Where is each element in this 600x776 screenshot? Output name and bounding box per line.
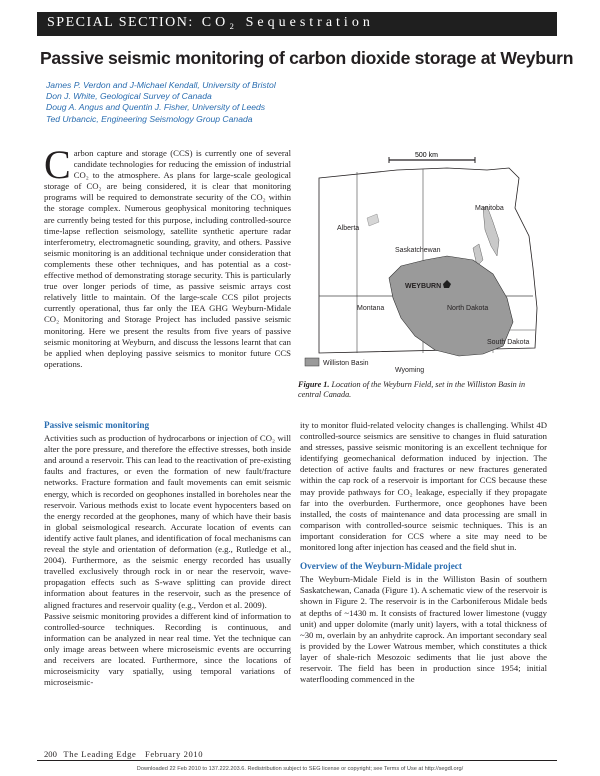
scale-bar-label: 500 km <box>415 152 438 159</box>
label-alberta: Alberta <box>337 225 360 232</box>
body-paragraph: Passive seismic monitoring provides a different kind of information to controlled-source techniques. Recording is continuous, and information can be analyzed in near real time. Yet the technique can only image areas between where microseismic events are occurring and receivers are located. Furthermore, since the locations of microseismicity vary spatially, using temporal variations of microseismic- <box>44 610 291 688</box>
page-footer <box>44 749 203 759</box>
intro-text: arbon capture and storage (CCS) is currently one of several candidate technologies for reducing the emission of industrial CO₂ to the atmosphere. As plans for large-scale geological storage of CO₂ are being considered, it is clear that monitoring programs will be required to demonstrate security of the CO₂ within the storage complex. Numerous geophysical monitoring techniques are currently being tested for this purpose, including controlled-source time-lapse reflection seismology, satellite synthetic aperture radar interferometry, electromagnetic sounding, gravity, and others. Passive seismic monitoring is an additional technique under consideration that complements these other techniques, and has potential as a cost-effective method of demonstrating storage security. This is particularly true over longer periods of time, as passive seismic arrays cost relatively little to maintain. Of the large-scale CCS pilot projects currently operational, thus far only the IEA GHG Weyburn-Midale CO₂ Monitoring and Storage Project has included passive seismic monitoring. Here we present the results from five years of passive seismic monitoring at Weyburn, and discuss the lessons learnt that can be applied when deploying passive seismics to monitor future CCS operations. <box>44 148 291 369</box>
section-heading: Passive seismic monitoring <box>44 420 150 430</box>
author-line: Doug A. Angus and Quentin J. Fisher, University of Leeds <box>46 102 266 113</box>
page-number: 200 <box>44 749 57 759</box>
right-column-text <box>300 420 547 685</box>
legend-swatch <box>305 358 319 366</box>
figure-1-map <box>297 148 549 376</box>
body-paragraph: ity to monitor fluid-related velocity changes is challenging. Whilst 4D controlled-source seismics are sensitive to changes in fluid saturation and stresses, passive seismic monitoring is an excellent technique for identifying geomechanical deformation induced by injection. The detection of active faults and fractures or new fractures generated within the cap rock of a reservoir is important for CCS because these may provide pathways for CO₂ leakage, especially if they propagate far into the overburden. Furthermore, once geophones have been installed, the costs of maintenance and data processing are small in comparison with controlled-source seismic techniques. This is an important consideration for CCS where a site may need to be monitored long after injection has ceased and the field shut in. <box>300 420 547 553</box>
caption-label: Figure 1. <box>298 380 330 389</box>
article-title: Passive seismic monitoring of carbon dioxide storage at Weyburn <box>40 48 574 68</box>
caption-text: Location of the Weyburn Field, set in the Williston Basin in central Canada. <box>298 380 526 400</box>
body-paragraph: Activities such as production of hydrocarbons or injection of CO₂ will alter the pore pressure, and therefore the effective stresses, both inside and around a reservoir. This can lead to the reactivation of pre-existing faults and fractures, or even the formation of new fault/fracture networks. Fracture formation and fault movements can emit seismic energy, which is recorded on geophones installed in boreholes near the reservoir. Various methods exist to locate event hypocenters based on the energy recorded at the geophones, many of which have their basis in global seismological research. Accurate location of events can identify active fault planes, and identification of focal mechanisms can reveal the style and orientation of deformation (e.g., Rutledge et al., 2004). Furthermore, as the seismic energy recorded has usually travelled exclusively through rock in or near the reservoir, wave-propagation effects such as S-wave splitting can provide direct information about features in the reservoir, such as the presence of aligned fractures and reservoir quality (e.g., Verdon et al. 2009). <box>44 433 291 610</box>
label-north-dakota-1: North Dakota <box>447 305 489 312</box>
section-heading: Overview of the Weyburn-Midale project <box>300 561 462 572</box>
label-wyoming: Wyoming <box>395 367 425 374</box>
body-paragraph: The Weyburn-Midale Field is in the Williston Basin of southern Saskatchewan, Canada (Figure 1). A schematic view of the reservoir is shown in Figure 2. The reservoir is in the Carboniferous Midale beds at depths of ~1430 m. It consists of fractured lower limestone (vuggy unit) and upper dolomite (marly unit) layers, with a total thickness of ~30 m, overlain by an anhydrite caprock. An important secondary seal is provided by the Lower Watrous member, which constitutes a thick layer of shale-rich Mesozoic sediments that lie just above the reservoir. The field has been in production since 1954; initial waterflooding commenced in the <box>300 574 547 685</box>
author-line: James P. Verdon and J-Michael Kendall, University of Bristol <box>46 80 276 90</box>
section-banner <box>37 12 557 36</box>
label-saskatchewan: Saskatchewan <box>395 247 441 254</box>
figure-caption <box>298 380 548 401</box>
drop-cap: C <box>44 142 71 187</box>
banner-topic: CO₂ Sequestration <box>201 15 374 30</box>
journal-name: The Leading Edge <box>63 749 137 759</box>
intro-paragraph <box>44 142 291 370</box>
banner-section: SPECIAL SECTION: <box>47 15 194 30</box>
legend-label: Williston Basin <box>323 360 369 367</box>
label-manitoba: Manitoba <box>475 205 504 212</box>
author-list <box>46 80 276 125</box>
label-south-dakota: South Dakota <box>487 339 530 346</box>
label-montana: Montana <box>357 305 385 312</box>
label-weyburn: WEYBURN <box>405 283 442 290</box>
download-notice: Downloaded 22 Feb 2010 to 137.222.203.6. Redistribution subject to SEG license or copyright; see Terms of Use at http://segdl.org/ <box>136 766 464 772</box>
issue-date: February 2010 <box>145 749 204 759</box>
section-passive-seismic <box>44 420 291 688</box>
author-line: Don J. White, Geological Survey of Canada <box>46 91 212 102</box>
author-line: Ted Urbancic, Engineering Seismology Group Canada <box>46 113 253 124</box>
footer-rule <box>37 760 557 761</box>
